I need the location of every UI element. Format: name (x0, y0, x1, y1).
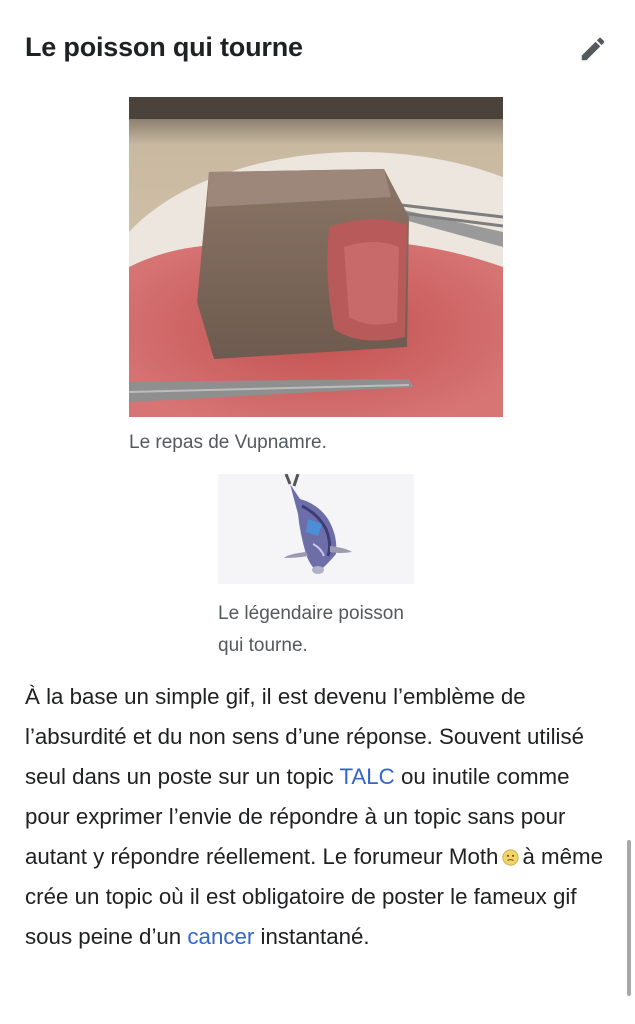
figure-caption: Le repas de Vupnamre. (129, 432, 327, 453)
link-talc[interactable]: TALC (339, 764, 395, 789)
section-title: Le poisson qui tourne (25, 32, 303, 62)
pencil-icon (578, 34, 608, 64)
paragraph-text: ou inutile comme pour exprimer l’envie de répondre à un topic sans pour autant y répondre réellement. Le forumeur Moth (25, 764, 570, 869)
steak-photo[interactable] (129, 97, 503, 417)
scrollbar[interactable] (627, 840, 631, 996)
article-paragraph (25, 677, 611, 957)
figure-steak (129, 97, 503, 454)
paragraph-text: À la base un simple gif, il est devenu l’emblème de l’absurdité et du non sens d’une réponse. Souvent utilisé seul dans un poste sur un topic (25, 684, 585, 789)
figure-fish (218, 474, 418, 662)
spinning-fish-image[interactable] (218, 474, 414, 584)
paragraph-text: à même crée un topic où il est obligatoire de poster le fameux gif sous peine d’un (25, 844, 603, 949)
section-header (25, 30, 610, 70)
paragraph-text: instantané. (254, 924, 370, 949)
smiley-icon (502, 849, 519, 866)
link-cancer[interactable]: cancer (187, 924, 255, 949)
figure-caption: Le légendaire poisson qui tourne. (218, 603, 404, 656)
edit-section-button[interactable] (576, 32, 610, 66)
